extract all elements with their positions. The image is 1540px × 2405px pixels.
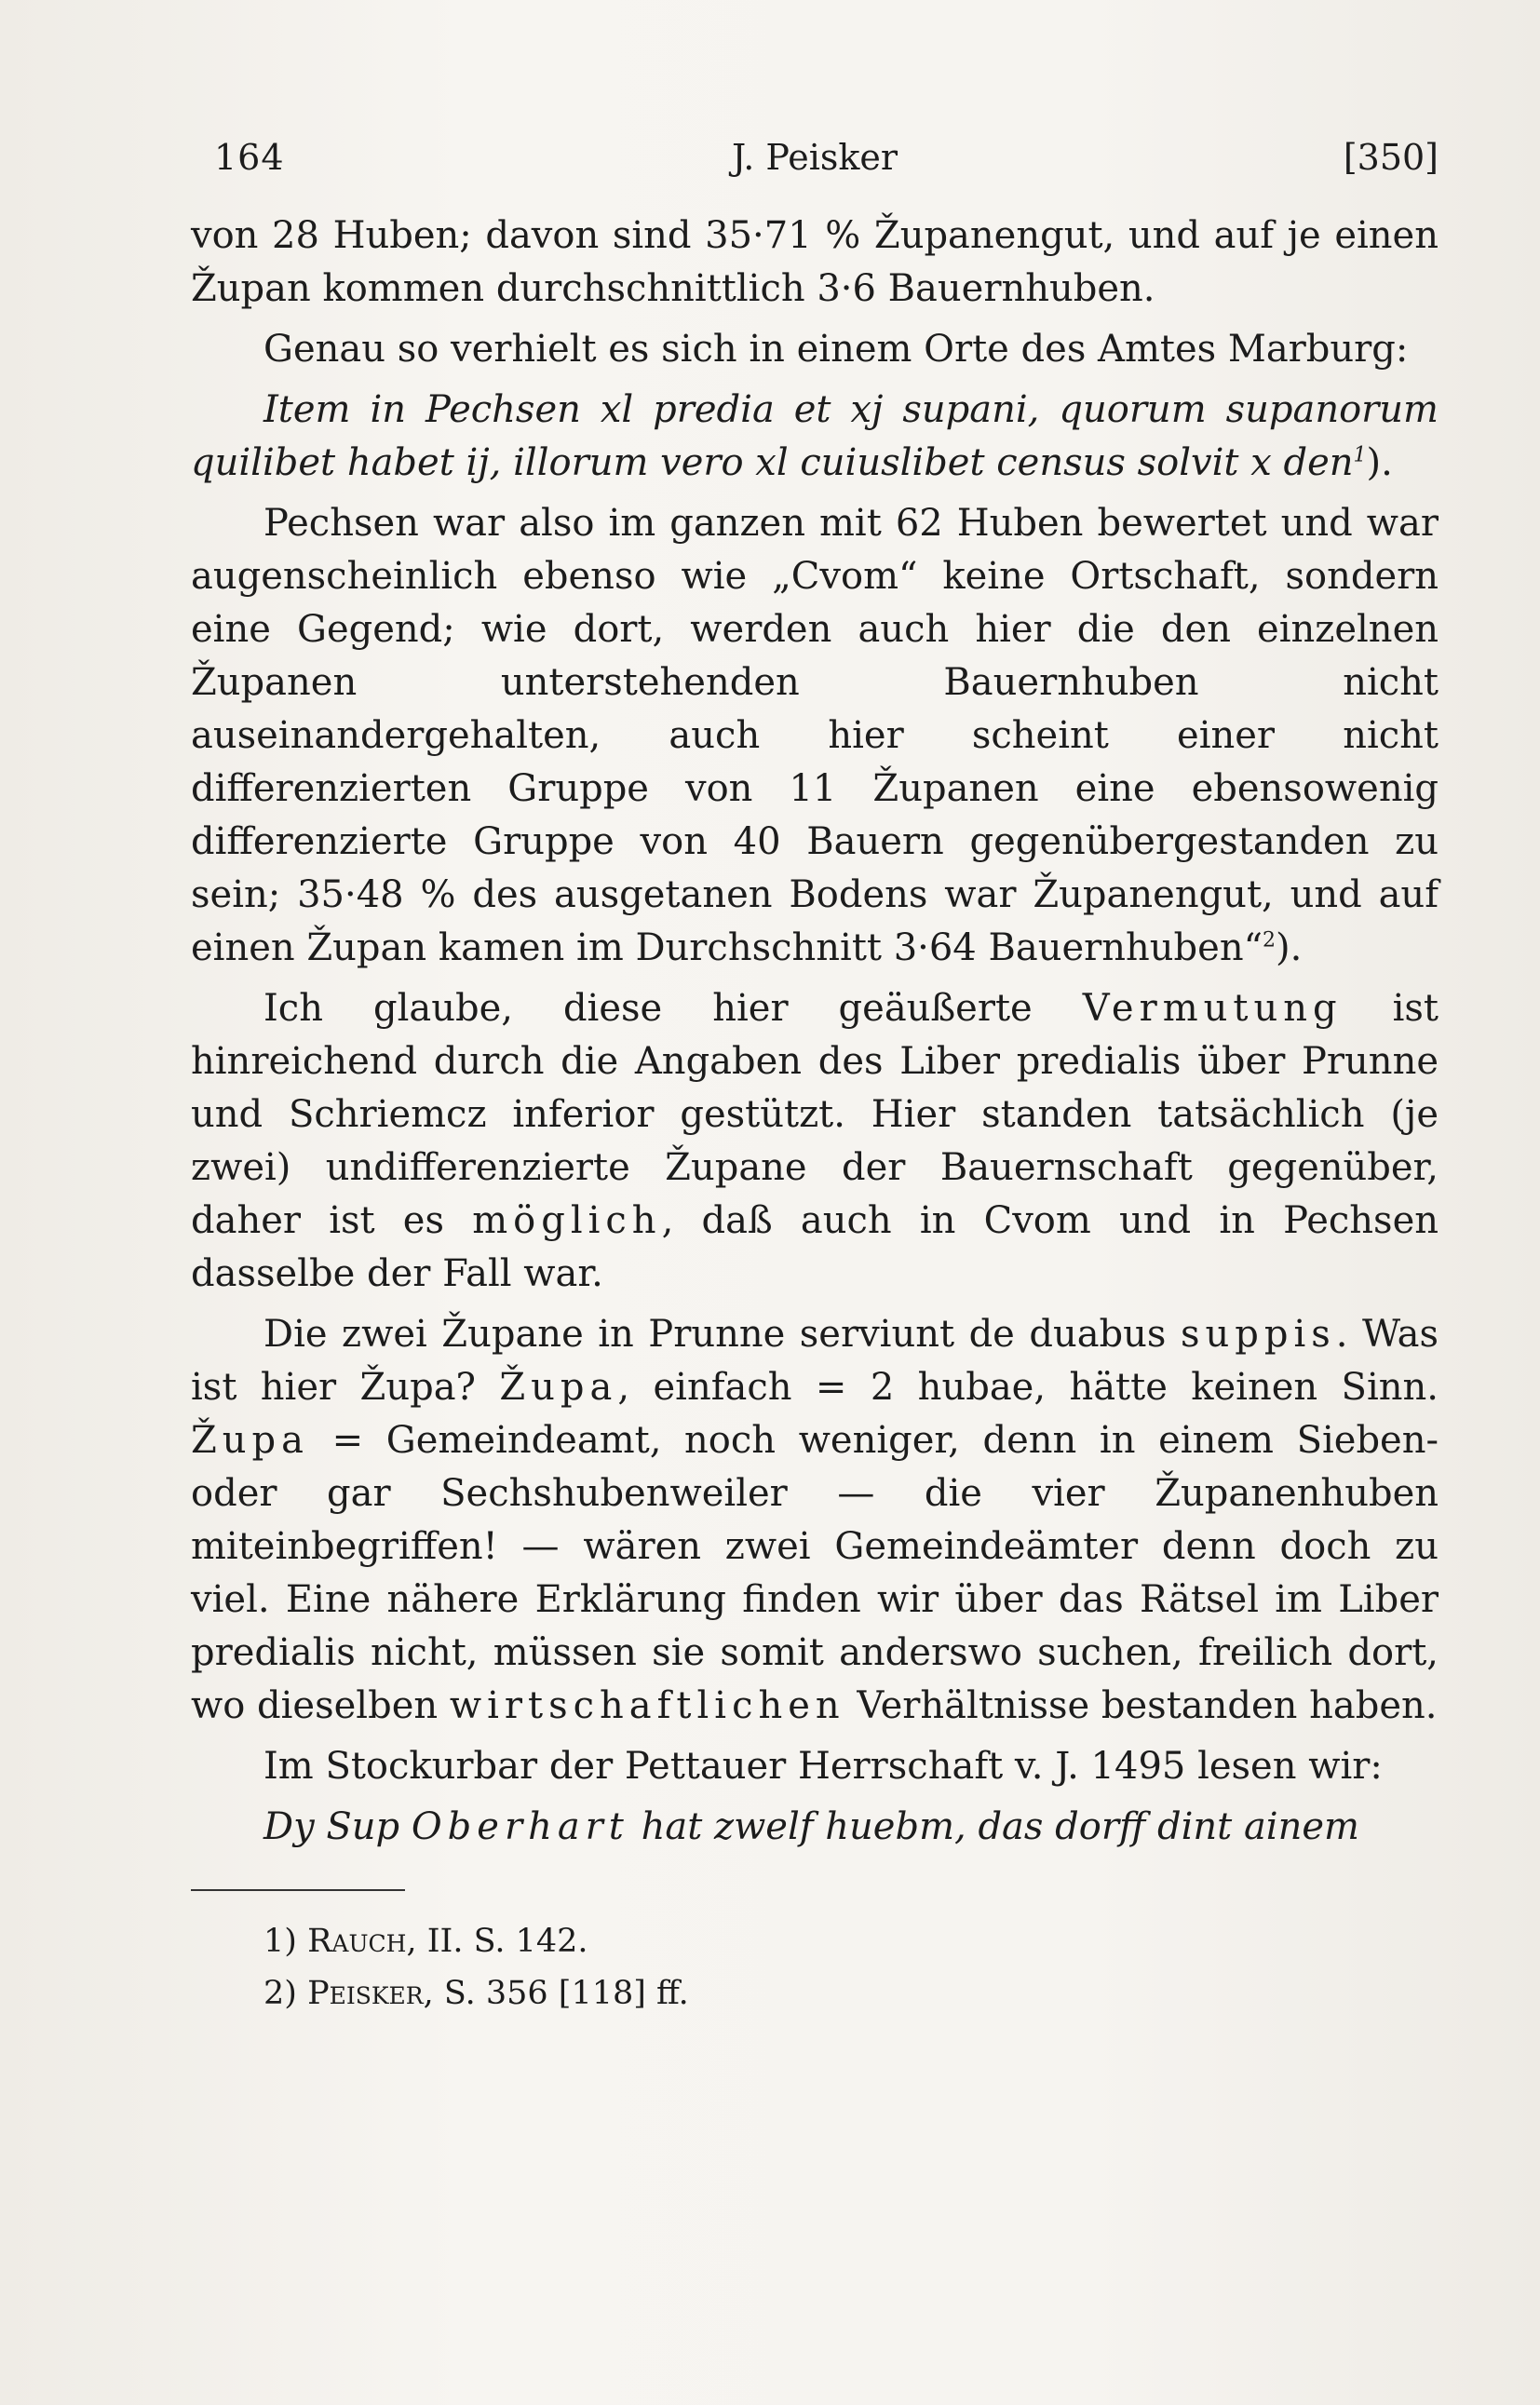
footnote-ref-1[interactable]: 1 bbox=[1353, 443, 1367, 467]
footnote-divider bbox=[191, 1889, 405, 1891]
emphasis-spaced: möglich bbox=[472, 1199, 662, 1242]
german-quotation bbox=[191, 1801, 1439, 1854]
page-content bbox=[191, 126, 1439, 2021]
footnote-author: Peisker bbox=[307, 1975, 424, 2012]
emphasis-spaced: wirtschaftlichen bbox=[449, 1684, 845, 1727]
paragraph-text: Pechsen war also im ganzen mit 62 Huben bewertet und war augenscheinlich ebenso wie „Cvom“ keine Ortschaft, sondern eine Gegend; wie dort, werden auch hier die den einzelnen Županen unterstehenden Bauernhuben nicht auseinandergehalten, auch hier scheint einer nicht differenzierten Gruppe von 11 Županen eine ebensowenig differenzierte Gruppe von 40 Bauern gegenübergestanden zu sein; 35·48 % des ausgetanen Bodens war Županengut, und auf einen Župan kamen im Durchschnitt 3·64 Bauernhuben“ bbox=[191, 502, 1439, 969]
footnote-ref-2[interactable]: 2 bbox=[1263, 928, 1277, 953]
running-head-author: J. Peisker bbox=[731, 137, 898, 178]
text-segment: = Gemeindeamt, noch weniger, denn in einem Sieben- oder gar Sechshubenweiler — die vier Županenhuben miteinbegriffen! — wären zwei Gemeindeämter denn doch zu viel. Eine nähere Erklärung finden wir über das Rätsel im Liber predialis nicht, müssen sie somit anderswo suchen, freilich dort, wo dieselben bbox=[191, 1419, 1439, 1727]
paragraph-vermutung bbox=[191, 982, 1439, 1301]
footnote-2 bbox=[263, 1969, 1439, 2018]
paragraph-continuation bbox=[191, 209, 1439, 316]
text-segment: , daß auch in Cvom und in Pechsen dasselbe der Fall war. bbox=[191, 1199, 1439, 1295]
paragraph-text: Genau so verhielt es sich in einem Orte des Amtes Marburg: bbox=[263, 328, 1409, 371]
paragraph-zupa bbox=[191, 1308, 1439, 1733]
paragraph-tail: ). bbox=[1276, 926, 1303, 969]
text-segment: , einfach = 2 hubae, hätte keinen Sinn. bbox=[617, 1366, 1439, 1409]
paragraph-marburg bbox=[191, 323, 1439, 376]
latin-quotation bbox=[191, 384, 1439, 490]
running-head bbox=[191, 126, 1439, 182]
paragraph-stockurbar bbox=[191, 1740, 1439, 1793]
paragraph-pechsen bbox=[191, 497, 1439, 975]
quote-text: Item in Pechsen xl predia et xj supani, quorum supanorum quilibet habet ij, illorum vero xl cuiuslibet census solvit x den bbox=[191, 388, 1439, 484]
quote-tail: ). bbox=[1366, 441, 1393, 484]
text-segment: ist hinreichend durch die Angaben des Liber predialis über Prunne und Schriemcz inferior gestützt. Hier standen tatsächlich (je zwei) undifferenzierte Župane der Bauernschaft gegenüber, daher ist es bbox=[191, 987, 1439, 1242]
paragraph-text: von 28 Huben; davon sind 35·71 % Županengut, und auf je einen Župan kommen durchschnittlich 3·6 Bauernhuben. bbox=[191, 214, 1439, 310]
emphasis-spaced: Župa bbox=[499, 1366, 618, 1409]
paragraph-text: Im Stockurbar der Pettauer Herrschaft v. J. 1495 lesen wir: bbox=[263, 1745, 1383, 1788]
footnote-marker: 1) bbox=[263, 1923, 297, 1960]
text-segment: Die zwei Župane in Prunne serviunt de duabus bbox=[263, 1313, 1181, 1356]
footnote-author: Rauch bbox=[307, 1923, 407, 1960]
emphasis-spaced: Župa bbox=[191, 1419, 310, 1462]
emphasis-spaced: Oberhart bbox=[411, 1805, 629, 1848]
text-segment: . Was ist hier Župa? bbox=[191, 1313, 1439, 1409]
footnote-reference: , II. S. 142. bbox=[406, 1923, 588, 1960]
quote-text: Dy Sup bbox=[263, 1805, 412, 1848]
page-number: 164 bbox=[214, 137, 285, 178]
text-segment: Verhältnisse bestanden haben. bbox=[844, 1684, 1438, 1727]
emphasis-spaced: suppis bbox=[1180, 1313, 1336, 1356]
footnote-reference: , S. 356 [118] ff. bbox=[423, 1975, 689, 2012]
original-page-number: [350] bbox=[1343, 137, 1439, 178]
footnote-marker: 2) bbox=[263, 1975, 297, 2012]
text-segment: Ich glaube, diese hier geäußerte bbox=[263, 987, 1083, 1030]
footnote-1 bbox=[263, 1917, 1439, 1966]
quote-text: hat zwelf huebm, das dorff dint ainem bbox=[628, 1805, 1359, 1848]
emphasis-spaced: Vermutung bbox=[1082, 987, 1343, 1030]
